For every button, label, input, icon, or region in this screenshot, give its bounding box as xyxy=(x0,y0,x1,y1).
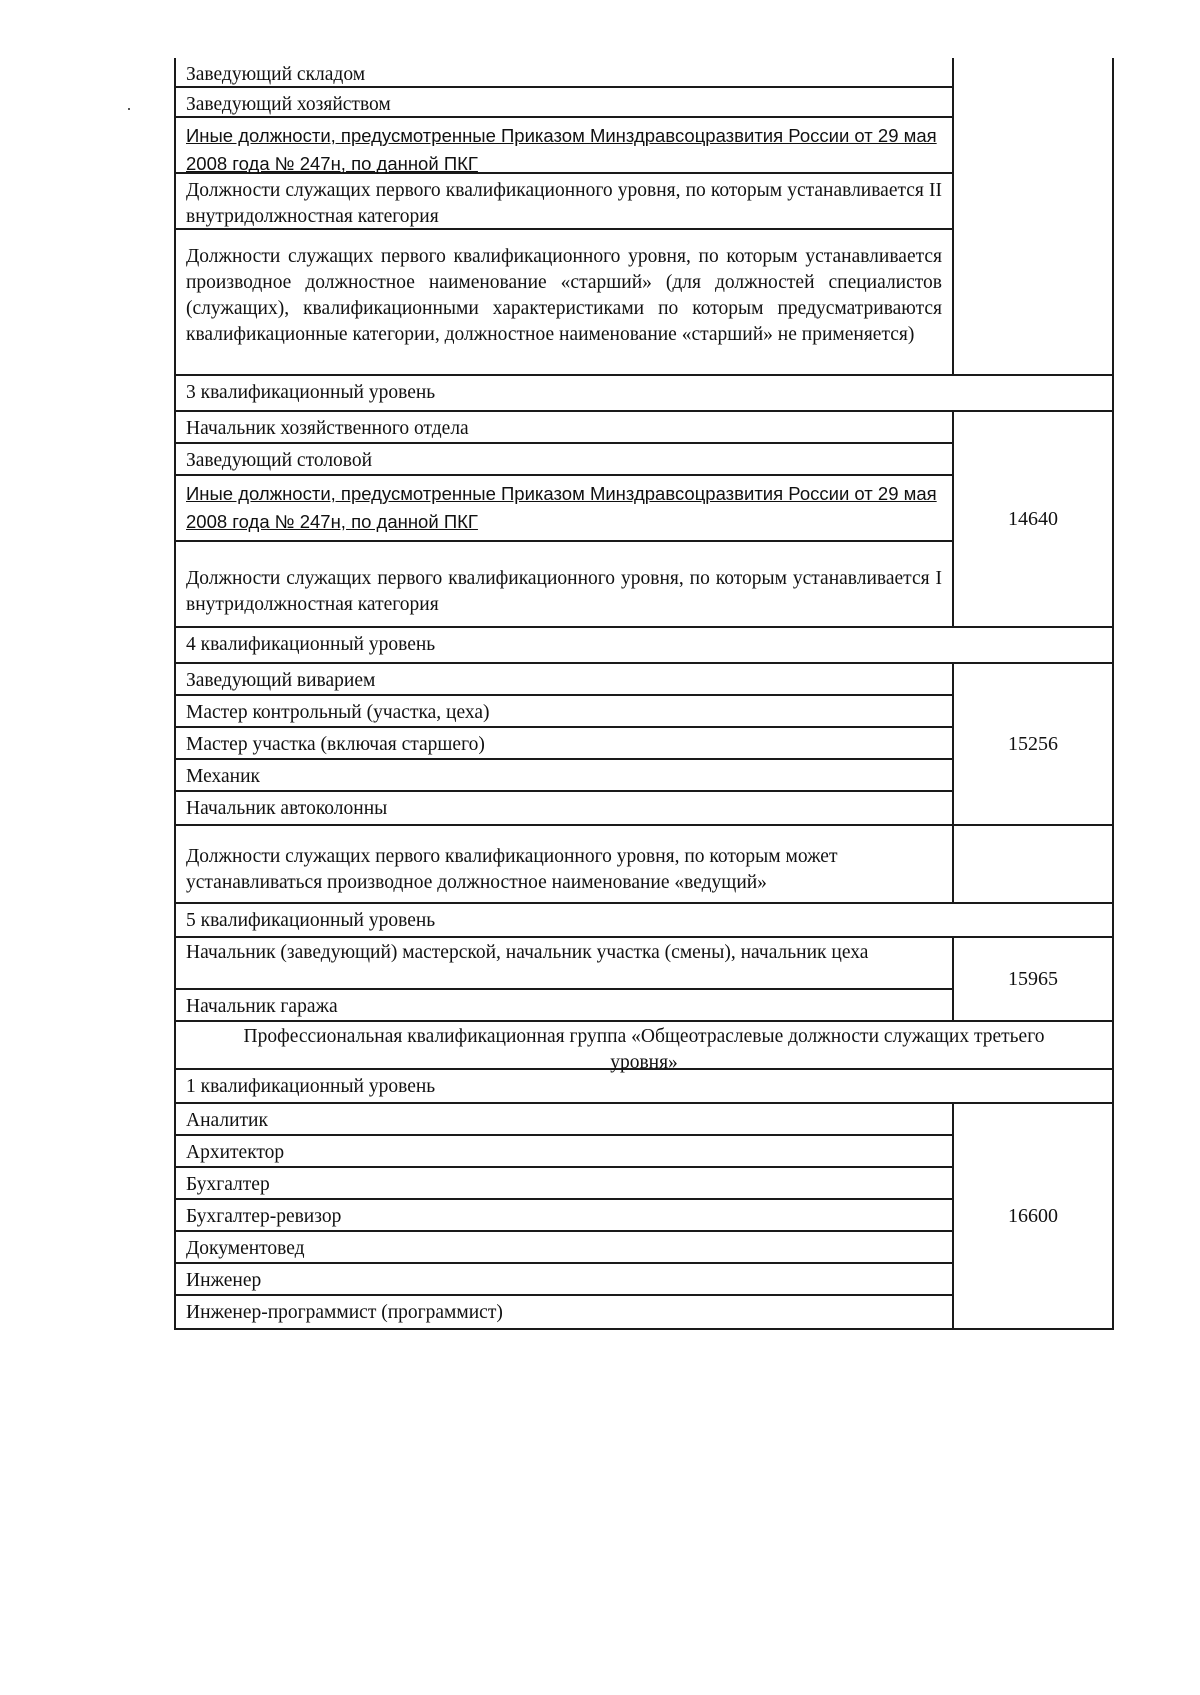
salary-value: 14640 xyxy=(952,412,1114,626)
level5-group xyxy=(174,938,1114,1022)
table-row: Начальник хозяйственного отдела xyxy=(174,412,952,444)
level3-group xyxy=(174,412,1114,628)
table-row: Иные должности, предусмотренные Приказом Минздравсоцразвития России от 29 мая 2008 года № 247н, по данной ПКГ xyxy=(174,118,952,174)
group3-level1 xyxy=(174,1104,1114,1330)
salary-cell xyxy=(952,58,1114,374)
table-row: Бухгалтер-ревизор xyxy=(174,1200,952,1232)
level-header: 3 квалификационный уровень xyxy=(174,376,1114,412)
group-title-row xyxy=(174,1022,1114,1073)
table-row: Инженер-программист (программист) xyxy=(174,1296,952,1328)
salary-value: 15965 xyxy=(952,938,1114,1020)
table-row: Документовед xyxy=(174,1232,952,1264)
table-row: Архитектор xyxy=(174,1136,952,1168)
table-row: Мастер участка (включая старшего) xyxy=(174,728,952,760)
table-row: Должности служащих первого квалификационного уровня, по которым устанавливается II внутридолжностная категория xyxy=(174,174,952,230)
level-header: 1 квалификационный уровень xyxy=(174,1070,1114,1104)
salary-cell xyxy=(952,826,1114,902)
salary-value: 15256 xyxy=(952,664,1114,824)
table-row: Заведующий виварием xyxy=(174,664,952,696)
table-row: Механик xyxy=(174,760,952,792)
table-row: Начальник автоколонны xyxy=(174,792,952,824)
level-header: 4 квалификационный уровень xyxy=(174,628,1114,664)
table-row: Бухгалтер xyxy=(174,1168,952,1200)
level4-group xyxy=(174,664,1114,826)
table-row: Должности служащих первого квалификационного уровня, по которым может устанавливаться производное должностное наименование «ведущий» xyxy=(174,826,952,902)
table-row: Аналитик xyxy=(174,1104,952,1136)
level-header: 5 квалификационный уровень xyxy=(174,904,1114,938)
table-row: Заведующий столовой xyxy=(174,444,952,476)
table-row: Должности служащих первого квалификационного уровня, по которым устанавливается I внутридолжностная категория xyxy=(174,542,952,626)
table-row: Начальник гаража xyxy=(174,990,952,1020)
table-row: Начальник (заведующий) мастерской, начальник участка (смены), начальник цеха xyxy=(174,938,952,990)
salary-value: 16600 xyxy=(952,1104,1114,1328)
table-row: Заведующий хозяйством xyxy=(174,88,952,118)
salary-table xyxy=(174,58,1114,1330)
group-title: Профессиональная квалификационная группа «Общеотраслевые должности служащих третьего уровня» xyxy=(174,1022,1114,1068)
table-row: Инженер xyxy=(174,1264,952,1296)
table-row: Заведующий складом xyxy=(174,58,952,88)
level4-extra-row xyxy=(174,826,1114,904)
block-continuation xyxy=(174,58,1114,376)
scan-speck xyxy=(128,108,130,110)
table-row: Должности служащих первого квалификационного уровня, по которым устанавливается производное должностное наименование «старший» (для должностей специалистов (служащих), квалификационными характеристиками по которым предусматриваются квалификационные категории, должностное наименование «старший» не применяется) xyxy=(174,230,952,374)
table-row: Мастер контрольный (участка, цеха) xyxy=(174,696,952,728)
table-row: Иные должности, предусмотренные Приказом Минздравсоцразвития России от 29 мая 2008 года № 247н, по данной ПКГ xyxy=(174,476,952,542)
